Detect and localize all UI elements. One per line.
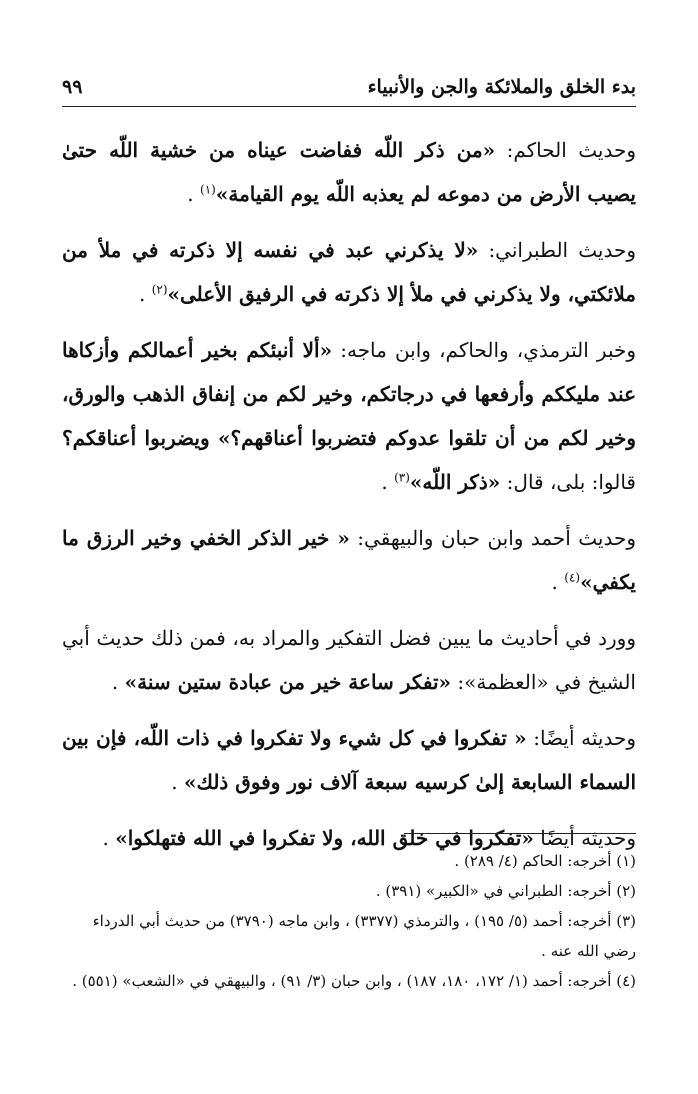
paragraph-abu-shaykh (62, 616, 636, 704)
paragraph-middle: قالوا: بلى، قال: (500, 470, 636, 494)
paragraph-tail: . (171, 770, 184, 794)
footnote-1: (١) أخرجه: الحاكم (٤/ ٢٨٩) . (454, 852, 636, 870)
paragraph-tail: . (102, 826, 116, 850)
footnote-divider (404, 833, 636, 834)
footnote-ref: (٢) (151, 282, 168, 297)
paragraph-hakim (62, 128, 636, 216)
hadith-quote: «تفكر ساعة خير من عبادة ستين سنة» (124, 670, 452, 694)
paragraph-tail: . (187, 182, 201, 206)
paragraph-tirmidhi (62, 328, 636, 504)
paragraph-intro: وحديثه أيضًا: (526, 726, 636, 750)
hadith-quote: «من ذكر اللّه ففاضت عيناه من خشية اللّه حتىٰ يصيب الأرض من دموعه لم يعذبه اللّه يوم القيامة» (62, 138, 636, 206)
footnote-3: (٣) أخرجه: أحمد (٥/ ١٩٥) ، والترمذي (٣٣٧٧) ، وابن ماجه (٣٧٩٠) من حديث أبي الدرداء رضي الله عنه . (92, 912, 636, 960)
paragraph-intro: وخبر الترمذي، والحاكم، وابن ماجه: (332, 338, 637, 362)
running-title: بدء الخلق والملائكة والجن والأنبياء (367, 76, 636, 98)
paragraph-intro: وحديثه أيضًا (533, 826, 636, 850)
hadith-quote: « خير الذكر الخفي وخير الرزق ما يكفي» (62, 526, 636, 594)
hadith-quote: «تفكروا في خلق الله، ولا تفكروا في الله فتهلكوا» (115, 826, 534, 850)
paragraph-tail: . (111, 670, 125, 694)
footnotes (62, 846, 636, 996)
main-text (62, 128, 636, 872)
page-number: ٩٩ (62, 76, 83, 98)
paragraph-ahmad (62, 516, 636, 604)
paragraph-tail: . (138, 282, 152, 306)
footnote-2: (٢) أخرجه: الطبراني في «الكبير» (٣٩١) . (375, 882, 636, 900)
hadith-quote: «ألا أنبئكم بخير أعمالكم وأزكاها عند مليككم وأرفعها في درجاتكم، وخير لكم من إنفاق الذهب والورق، وخير لكم من أن تلقوا عدوكم فتضربوا أعناقهم؟» ويضربوا أعناقكم؟ (62, 338, 636, 450)
hadith-quote: «لا يذكرني عبد في نفسه إلا ذكرته في ملأ من ملائكتي، ولا يذكرني في ملأ إلا ذكرته في الرفيق الأعلى» (62, 238, 636, 306)
hadith-quote: « تفكروا في كل شيء ولا تفكروا في ذات اللّه، فإن بين السماء السابعة إلىٰ كرسيه سبعة آلاف نور وفوق ذلك» (62, 726, 636, 794)
paragraph-intro: وحديث أحمد وابن حبان والبيهقي: (349, 526, 636, 550)
paragraph-tabarani (62, 228, 636, 316)
paragraph-abu-shaykh-2 (62, 716, 636, 804)
page-header (62, 74, 636, 107)
footnote-4: (٤) أخرجه: أحمد (١/ ١٧٢، ١٨٠، ١٨٧) ، وابن حبان (٣/ ٩١) ، والبيهقي في «الشعب» (٥٥١) . (72, 972, 636, 990)
paragraph-intro: وحديث الطبراني: (478, 238, 636, 262)
footnote-ref: (٣) (394, 470, 410, 485)
hadith-quote-answer: «ذكر اللّه» (409, 470, 501, 494)
footnote-ref: (٤) (564, 570, 581, 585)
paragraph-tail: . (551, 570, 565, 594)
footnote-ref: (١) (200, 182, 216, 197)
paragraph-tail: . (381, 470, 395, 494)
paragraph-intro: وحديث الحاكم: (495, 138, 636, 162)
paragraph-intro: وورد في أحاديث ما يبين فضل التفكير والمراد به، فمن ذلك حديث أبي الشيخ في «العظمة»: (62, 626, 636, 694)
